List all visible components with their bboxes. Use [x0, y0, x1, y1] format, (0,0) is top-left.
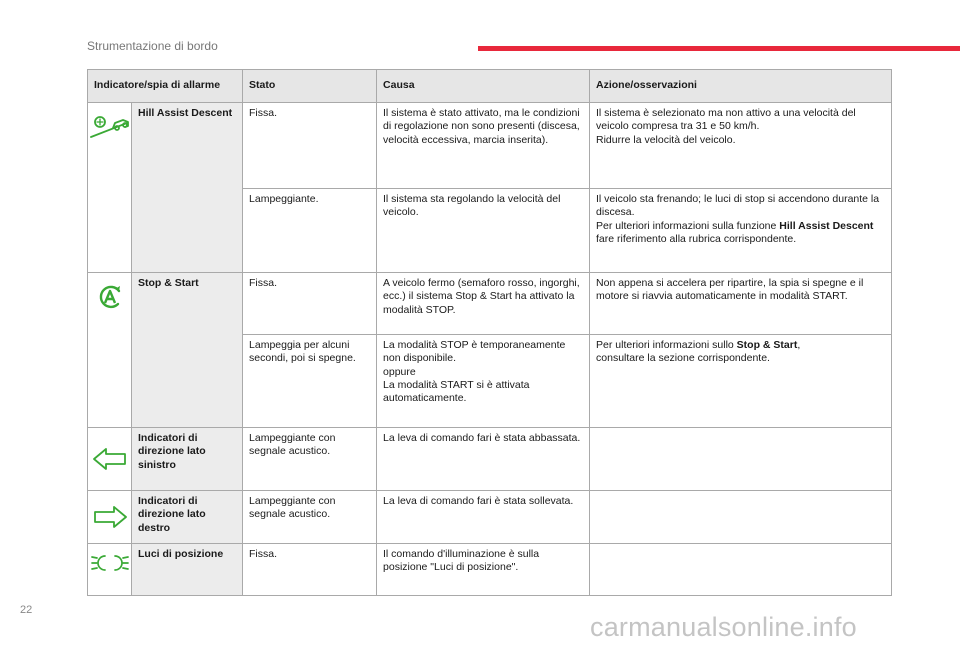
- azione-cell: Il sistema è selezionato ma non attivo a una velocità del veicolo compresa tra 31 e 50 km/h. Ridurre la velocità del veicolo.: [590, 103, 892, 189]
- azione-text: Il veicolo sta frenando; le luci di stop si accendono durante la discesa. Per ulteriori informazioni sulla funzione: [596, 193, 880, 232]
- azione-bold-term: Stop & Start: [736, 339, 798, 351]
- column-header-indicator: Indicatore/spia di allarme: [88, 70, 243, 103]
- column-header-stato: Stato: [243, 70, 377, 103]
- stato-cell: Lampeggiante con segnale acustico.: [243, 428, 377, 491]
- indicator-name: Luci di posizione: [132, 544, 243, 596]
- indicator-name: Hill Assist Descent: [132, 103, 243, 273]
- column-header-azione: Azione/osservazioni: [590, 70, 892, 103]
- stato-cell: Fissa.: [243, 273, 377, 335]
- indicator-name: Indicatori di direzione lato sinistro: [132, 428, 243, 491]
- azione-cell: [590, 428, 892, 491]
- column-header-causa: Causa: [377, 70, 590, 103]
- table-header-row: [88, 70, 892, 103]
- page-header-title: Strumentazione di bordo: [87, 39, 218, 53]
- azione-cell: [590, 335, 892, 428]
- causa-cell: La modalità STOP è temporaneamente non disponibile. oppure La modalità START si è attivata automaticamente.: [377, 335, 590, 428]
- warning-lights-table: [87, 69, 892, 596]
- left-arrow-icon: [88, 446, 131, 472]
- azione-cell: Non appena si accelera per ripartire, la spia si spegne e il motore si riavvia automaticamente in modalità START.: [590, 273, 892, 335]
- stato-cell: Lampeggia per alcuni secondi, poi si spegne.: [243, 335, 377, 428]
- indicator-icon-cell: [88, 273, 132, 428]
- indicator-name: Stop & Start: [132, 273, 243, 428]
- table-row: [88, 491, 892, 544]
- hill-descent-icon: [88, 115, 131, 139]
- table-row: [88, 273, 892, 335]
- azione-cell: [590, 491, 892, 544]
- table-row: [88, 103, 892, 189]
- causa-cell: La leva di comando fari è stata sollevata.: [377, 491, 590, 544]
- stato-cell: Fissa.: [243, 103, 377, 189]
- azione-text: , consultare la sezione corrispondente.: [596, 339, 801, 365]
- table-row: [88, 428, 892, 491]
- azione-cell: [590, 189, 892, 273]
- azione-text: fare riferimento alla rubrica corrispondente.: [596, 232, 797, 245]
- watermark: carmanualsonline.info: [590, 612, 857, 642]
- indicator-icon-cell: [88, 103, 132, 273]
- right-arrow-icon: [88, 504, 131, 530]
- table-row: [88, 544, 892, 596]
- indicator-icon-cell: [88, 491, 132, 544]
- page-number: 22: [20, 604, 33, 616]
- indicator-icon-cell: [88, 428, 132, 491]
- stato-cell: Lampeggiante.: [243, 189, 377, 273]
- causa-cell: Il comando d'illuminazione è sulla posizione "Luci di posizione".: [377, 544, 590, 596]
- indicator-name: Indicatori di direzione lato destro: [132, 491, 243, 544]
- indicator-icon-cell: [88, 544, 132, 596]
- stato-cell: Lampeggiante con segnale acustico.: [243, 491, 377, 544]
- position-lights-icon: [88, 552, 131, 574]
- azione-cell: [590, 544, 892, 596]
- stop-start-icon: [88, 283, 131, 311]
- header-accent-bar: [478, 46, 960, 51]
- causa-cell: La leva di comando fari è stata abbassata.: [377, 428, 590, 491]
- causa-cell: Il sistema è stato attivato, ma le condizioni di regolazione non sono presenti (discesa, velocità eccessiva, marcia inserita).: [377, 103, 590, 189]
- causa-cell: A veicolo fermo (semaforo rosso, ingorghi, ecc.) il sistema Stop & Start ha attivato la modalità STOP.: [377, 273, 590, 335]
- stato-cell: Fissa.: [243, 544, 377, 596]
- azione-text: Per ulteriori informazioni sullo: [596, 339, 737, 351]
- causa-cell: Il sistema sta regolando la velocità del veicolo.: [377, 189, 590, 273]
- azione-bold-term: Hill Assist Descent: [779, 219, 874, 232]
